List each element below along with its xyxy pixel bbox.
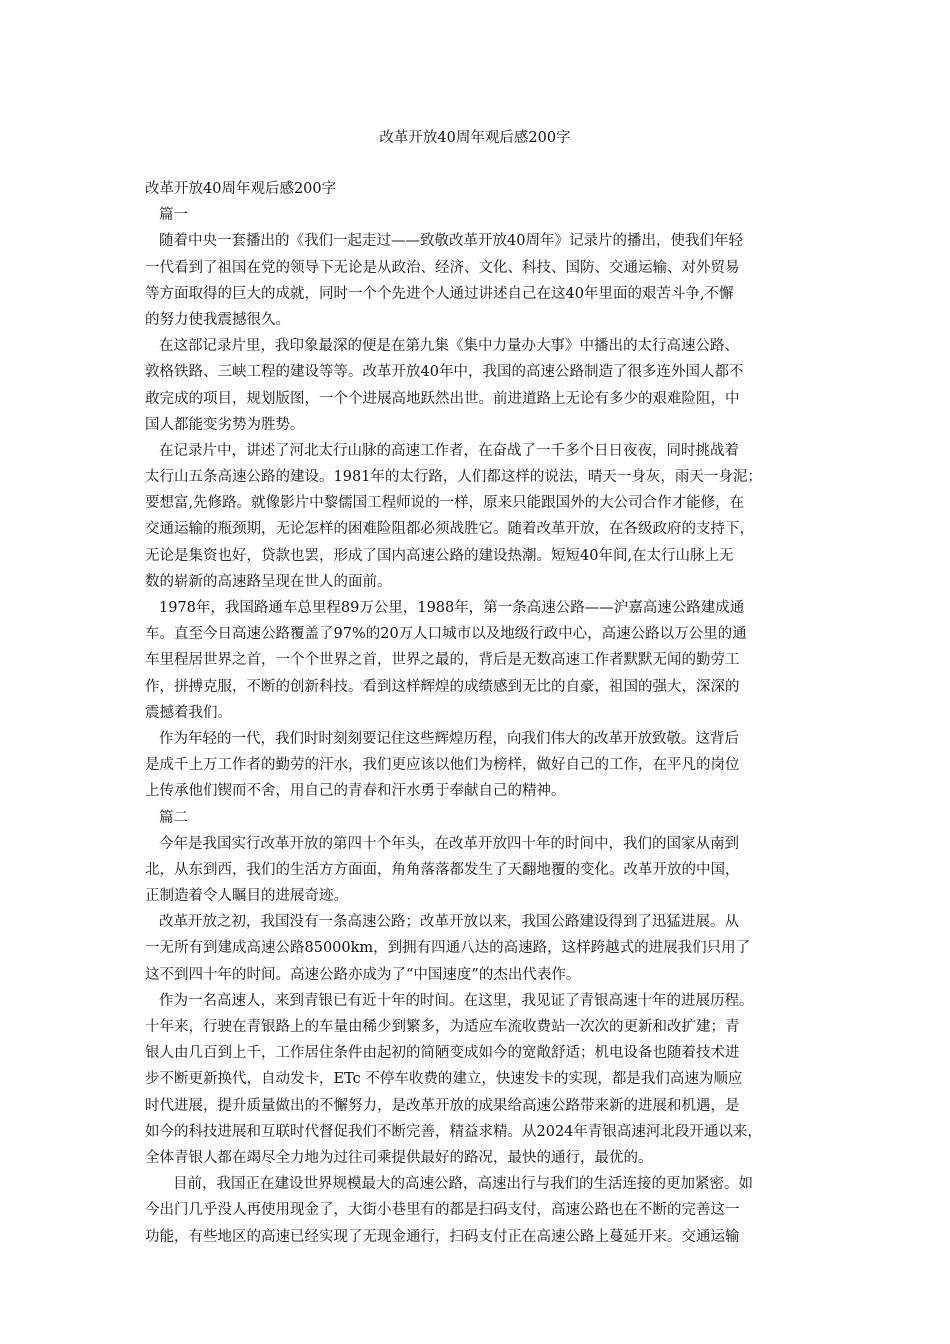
document-body	[145, 176, 810, 1250]
text-line: 1978年，我国路通车总里程89万公里，1988年，第一条高速公路——沪嘉高速公路建成通	[159, 600, 745, 616]
page-title: 改革开放40周年观后感200字	[379, 130, 571, 146]
text-line: 交通运输的瓶颈期，无论怎样的困难险阻都必须战胜它。随着改革开放，在各级政府的支持下，	[145, 521, 754, 538]
text-line: 时代进展，提升质量做出的不懈努力，是改革开放的成果给高速公路带来新的进展和机遇，是	[145, 1097, 740, 1114]
text-line: 随着中央一套播出的《我们一起走过——致敬改革开放40周年》记录片的播出，使我们年轻	[159, 233, 743, 250]
text-line: 篇一	[159, 207, 188, 224]
text-line: 银人由几百到上千，工作居住条件由起初的简陋变成如今的宽敞舒适；机电设备也随着技术进	[145, 1045, 740, 1062]
text-line: 作为年轻的一代，我们时时刻刻要记住这些辉煌历程，向我们伟大的改革开放致敬。这背后	[159, 730, 739, 747]
text-line: 改革开放40周年观后感200字	[145, 181, 337, 197]
text-line: 正制造着令人瞩目的进展奇迹。	[145, 888, 348, 905]
text-line: 这不到四十年的时间。高速公路亦成为了“中国速度”的杰出代表作。	[145, 966, 581, 983]
text-line: 今出门几乎没人再使用现金了，大街小巷里有的都是扫码支付，高速公路也在不断的完善这一	[145, 1202, 740, 1219]
text-line: 要想富,先修路。就像影片中黎儒国工程师说的一样，原来只能跟国外的大公司合作才能修，在	[145, 495, 745, 512]
text-line: 功能，有些地区的高速已经实现了无现金通行，扫码支付正在高速公路上蔓延开来。交通运输	[145, 1228, 740, 1245]
text-line: 在这部记录片里，我印象最深的便是在第九集《集中力量办大事》中播出的太行高速公路、	[159, 338, 739, 355]
text-line: 全体青银人都在竭尽全力地为过往司乘提供最好的路况，最快的通行，最优的。	[145, 1149, 653, 1166]
text-line: 无论是集资也好，贷款也罢，形成了国内高速公路的建设热潮。短短40年间,在太行山脉上无	[145, 547, 734, 564]
text-line: 震撼着我们。	[145, 704, 232, 721]
text-line: 步不断更新换代，自动发卡，ETc 不停车收费的建立，快速发卡的实现，都是我们高速为顺应	[145, 1071, 743, 1088]
text-line: 一无所有到建成高速公路85000km，到拥有四通八达的高速路，这样跨越式的进展我们只用了	[145, 940, 751, 957]
text-line: 篇二	[159, 809, 188, 826]
text-line: 敦格铁路、三峡工程的建设等等。改革开放40年中，我国的高速公路制造了很多连外国人都不	[145, 364, 744, 381]
text-line: 上传承他们锲而不舍，用自己的青春和汗水勇于奉献自己的精神。	[145, 783, 566, 800]
text-line: 在记录片中，讲述了河北太行山脉的高速工作者，在奋战了一千多个日日夜夜，同时挑战着	[159, 442, 739, 459]
text-line: 的努力使我震撼很久。	[145, 311, 290, 328]
text-line: 国人都能变劣势为胜势。	[145, 416, 305, 433]
text-line: 改革开放之初，我国没有一条高速公路；改革开放以来，我国公路建设得到了迅猛进展。从	[159, 914, 739, 931]
text-line: 数的崭新的高速路呈现在世人的面前。	[145, 573, 392, 590]
text-line: 是成千上万工作者的勤劳的汗水，我们更应该以他们为榜样，做好自己的工作，在平凡的岗位	[145, 757, 740, 774]
text-line: 北，从东到西，我们的生活方方面面，角角落落都发生了天翻地覆的变化。改革开放的中国，	[145, 861, 740, 878]
text-line: 今年是我国实行改革开放的第四十个年头，在改革开放四十年的时间中，我们的国家从南到	[159, 835, 739, 852]
text-line: 如今的科技进展和互联时代督促我们不断完善，精益求精。从2024年青银高速河北段开通以来，	[145, 1123, 762, 1140]
text-line: 目前，我国正在建设世界规模最大的高速公路，高速出行与我们的生活连接的更加紧密。如	[173, 1176, 753, 1193]
text-line: 等方面取得的巨大的成就，同时一个个先进个人通过讲述自己在这40年里面的艰苦斗争,不懈	[145, 285, 734, 302]
text-line: 作为一名高速人，来到青银已有近十年的时间。在这里，我见证了青银高速十年的进展历程。	[159, 992, 754, 1009]
text-line: 作，拼搏克服，不断的创新科技。看到这样辉煌的成绩感到无比的自豪，祖国的强大，深深的	[145, 678, 740, 695]
text-line: 车里程居世界之首，一个个世界之首，世界之最的，背后是无数高速工作者默默无闻的勤劳工	[145, 652, 740, 669]
text-line: 车。直至今日高速公路覆盖了97%的20万人口城市以及地级行政中心，高速公路以万公里的通	[145, 626, 747, 643]
text-line: 敢完成的项目，规划版图，一个个进展高地跃然出世。前进道路上无论有多少的艰难险阻，中	[145, 390, 740, 407]
text-line: 太行山五条高速公路的建设。1981年的太行路，人们都这样的说法，晴天一身灰，雨天一身泥；	[145, 469, 762, 486]
text-line: 十年来，行驶在青银路上的车量由稀少到繁多，为适应车流收费站一次次的更新和改扩建；青	[145, 1019, 740, 1035]
text-line: 一代看到了祖国在党的领导下无论是从政治、经济、文化、科技、国防、交通运输、对外贸易	[145, 259, 740, 276]
